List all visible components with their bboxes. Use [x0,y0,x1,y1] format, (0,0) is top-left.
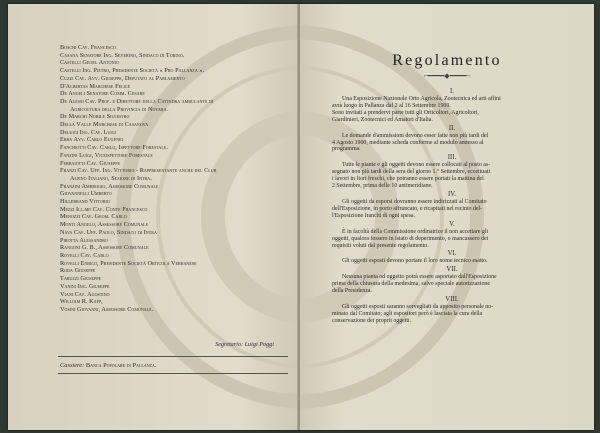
article-number: III. [447,154,457,162]
committee-member-line: Castelli Ing. Pietro, Presidente Società « Pro Pallanza ». [60,67,205,75]
committee-member-line: William R. Kapp, [60,298,103,306]
committee-member-line: Giovannelli Umberto [60,190,112,198]
committee-member-line: Roda Giuseppe [60,267,96,275]
committee-member-line: Franzi Cav. Uff. Ing. Vittorio - Rappresentante anche del Club [60,167,217,175]
article-number: VIII. [445,296,459,304]
secretary-line: Segretario: Luigi Poggi [215,341,274,348]
committee-member-line: Viani Cav. Agostino [60,290,110,298]
article-text-line: Le domande d'ammissioni devono esser fatte non più tardi del [342,132,489,139]
article-text-line: della Presidenza. [332,288,372,295]
title-ornament: ⌐━━━━◆━━━━¬ [423,72,471,80]
committee-member-line: Boschi Cav. Francesco [60,44,116,51]
article-text-line: avrà luogo in Pallanza dal 2 al 16 Settembre 1900. [332,102,451,109]
article-text-line: l'Esposizione franchi di ogni spesa. [332,212,416,219]
regulation-articles [332,87,572,325]
page-title: Regolamento [392,52,502,69]
committee-member-line: De Alessi Cav. Prof. e Direttore della Cattedra ambulante di [60,97,214,105]
committee-member-line: Cuzzi Cav. Avv. Giuseppe, Deputato al Parlamento [60,74,185,82]
article-text-line: Una Esposizione Nazionale Orto Agricola, Zootecnica ed arti affini [342,96,501,102]
article-number: V. [449,220,455,228]
committee-member-line: Erba Avv. Carlo Eugenio [60,136,124,144]
committee-member-line: Hillebrand Vittorio [60,198,110,206]
committee-member-line: Franzini Ambrogio, Assessore Comunale [60,182,159,190]
article-text-line: dell'Esposizione, in porto affrancato, e ricapitati nel recinto del- [332,205,483,212]
article-number: VII. [446,266,458,274]
committee-member-line: Casana Senatore Ing. Severino, Sindaco di Torino. [60,51,185,59]
committee-member-line: De Marchi Nobile Silvestro [60,113,130,121]
article-text-line: requisiti voluti dal presente regolamento. [332,242,429,249]
cashier-value: Banca Popolare di Pallanza. [85,362,157,369]
article-number: VI. [447,250,457,258]
committee-members-list [60,44,292,314]
article-text-line: i lavori in fiori freschi, che potranno essere portati la mattina del [332,176,484,183]
divider-line [58,356,288,357]
right-page [300,4,594,430]
committee-member-line: Vosini Giovanni, Assessore Comunale. [60,305,154,313]
committee-member-line: Mezzi Ill.mo Cav. Conte Francesco [60,205,148,213]
article-text-line: oggetti, qualora fossero in istato di deperimento, o mancassero dei [332,235,489,242]
article-text-line: Nessuna pianta od oggetto potrà essere asportato dall'Esposizione [342,274,497,281]
article-text-line: minato dal Comitato; agli espositori però è lasciata la cura della [332,310,483,317]
committee-member-line: Nava Cav. Uff. Paolo, Sindaco di Intra [60,228,157,236]
committee-member-line: Fanchiotti Cav. Carlo, Ispettore Forestale. [60,144,168,152]
committee-member-line: D'Albertas Marchese Felice [60,82,131,90]
divider-line [58,373,288,374]
committee-member-line: Deluigi Ing. Cav. Luigi [60,128,117,136]
committee-member-line: Monti Angelo, Assessore Comunale [60,221,149,229]
article-text-line: Gli oggetti esposti saranno sorvegliati da apposito personale no- [342,304,494,311]
article-text-line: Giardinieri, Zootecnici ed Amatori d'Italia. [332,116,433,123]
article-text-line: È in facoltà della Commissione ordinatrice il non accettare gli [342,228,489,235]
article-text-line: Tutte le piante e gli oggetti devono essere collocati al posto as- [342,162,491,169]
committee-member-line: Ferraiotti Cav. Giuseppe [60,159,121,167]
committee-member-line: Rovelli Cav. Carlo [60,251,109,259]
booklet-spread [8,4,594,430]
article-text-line: programma. [332,146,361,153]
cashier-line [60,362,157,369]
committee-member-line: Alpino Italiano, Sezione di Intra. [70,174,152,182]
article-text-line: 2 Settembre, prima delle 10 antimeridiane. [332,183,433,190]
committee-member-line: Menozzi Cav. Geom. Carlo [60,213,127,221]
committee-member-line: Fanzini Luigi, Viceispettore Forestale [60,151,153,159]
committee-member-line: Agricoltura della Provincia di Novara. [70,105,169,113]
committee-member-line: Vanini Ing. Giuseppe [60,282,110,290]
article-number: I. [450,88,454,95]
article-text-line: Gli oggetti da esporsi dovranno essere indirizzati al Comitato [342,198,487,205]
committee-member-line: De Angeli Senatore Comm. Cesare [60,90,145,98]
article-number: IV. [448,190,456,198]
article-text-line: conservazione dei proprii oggetti. [332,317,412,324]
committee-member-line: Castelli Geom. Antonio [60,59,119,67]
cashier-label: Cassiere: [60,362,85,369]
committee-member-line: Rangoni G. B., Assessore Comunale [60,244,149,252]
article-text-line: 4 Agosto 1900, mediante scheda conforme al modulo annesso al [332,139,484,146]
article-text-line: segnato non più tardi della sera del giorno 1.° Settembre, eccettuati [332,169,491,176]
committee-member-line: Pirotta Alessandro [60,236,108,244]
left-page [8,4,298,430]
committee-member-line: Rovelli Enrico, Presidente Società Orticola Verbanese [60,259,197,267]
committee-member-line: Taruzzi Giuseppe [60,275,102,283]
article-text-line: Gli oggetti esposti devono portare il loro nome tecnico esatto. [342,258,488,265]
committee-member-line: Della Valle Marchese di Casanova [60,121,149,129]
article-text-line: prima della chiusura della medesima, salvo speciale autorizzazione [332,281,490,288]
article-text-line: Sono invitati a prendervi parte tutti gli Orticoltori, Agricoltori, [332,109,479,116]
article-number: II. [448,124,456,132]
